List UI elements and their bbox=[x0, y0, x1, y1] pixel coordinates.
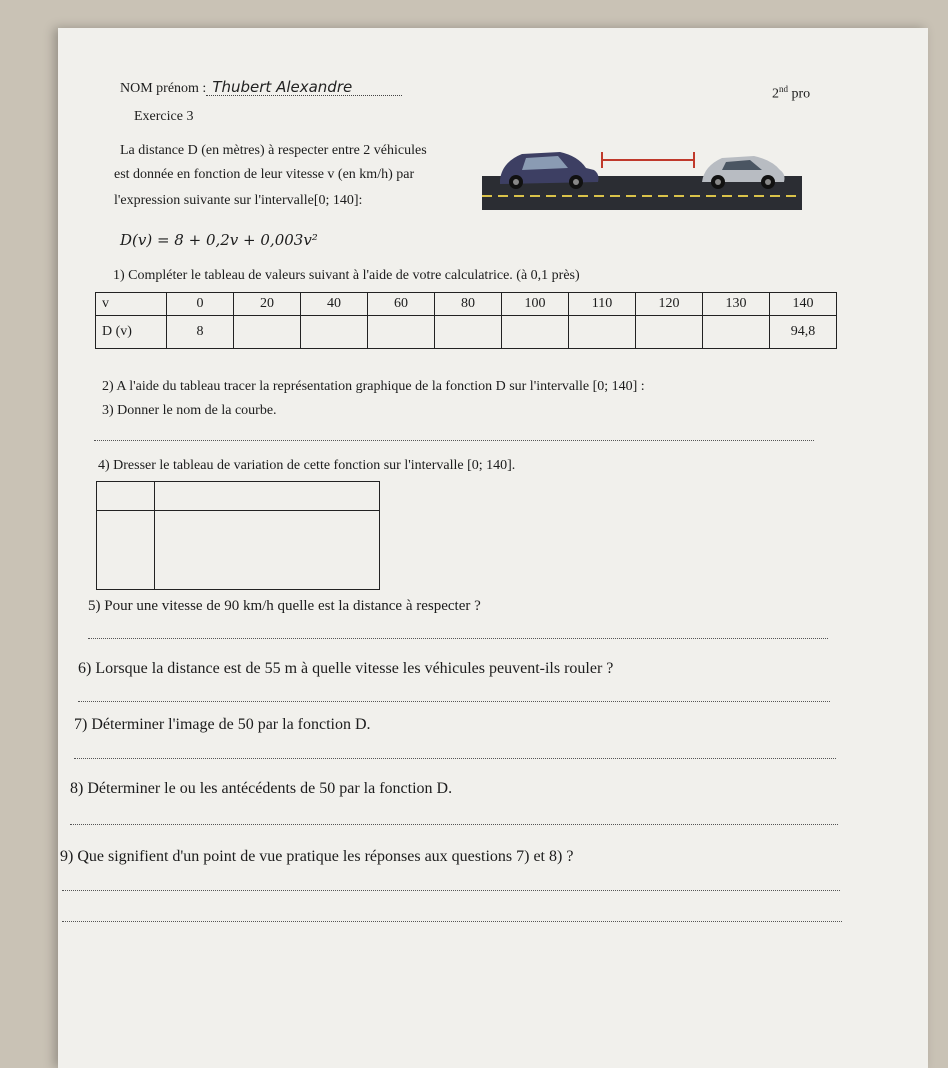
table-cell-input[interactable] bbox=[502, 316, 569, 349]
variation-table-divider-h bbox=[97, 510, 379, 511]
table-cell: 110 bbox=[569, 293, 636, 316]
question-8: 8) Déterminer le ou les antécédents de 50 par la fonction D. bbox=[70, 780, 453, 797]
two-cars-on-road-icon bbox=[482, 144, 802, 212]
table-header-d: D (v) bbox=[96, 316, 167, 349]
table-cell: 0 bbox=[167, 293, 234, 316]
table-cell: 100 bbox=[502, 293, 569, 316]
question-2: 2) A l'aide du tableau tracer la représentation graphique de la fonction D sur l'intervalle [0; 140] : bbox=[102, 379, 645, 394]
question-9: 9) Que signifient d'un point de vue pratique les réponses aux questions 7) et 8) ? bbox=[60, 848, 574, 865]
table-cell: 130 bbox=[703, 293, 770, 316]
class-number: 2 bbox=[772, 86, 779, 102]
question-4: 4) Dresser le tableau de variation de cette fonction sur l'intervalle [0; 140]. bbox=[98, 458, 516, 473]
table-cell-input[interactable] bbox=[301, 316, 368, 349]
intro-line-3: l'expression suivante sur l'intervalle[0; 140]: bbox=[114, 193, 363, 208]
question-3: 3) Donner le nom de la courbe. bbox=[102, 403, 277, 418]
table-cell: 80 bbox=[435, 293, 502, 316]
table-cell-input[interactable] bbox=[368, 316, 435, 349]
student-name: Thubert Alexandre bbox=[212, 78, 353, 96]
table-cell: 20 bbox=[234, 293, 301, 316]
table-cell-input[interactable] bbox=[636, 316, 703, 349]
table-cell: 60 bbox=[368, 293, 435, 316]
question-1: 1) Compléter le tableau de valeurs suivant à l'aide de votre calculatrice. (à 0,1 près) bbox=[113, 268, 580, 283]
variation-table[interactable] bbox=[96, 481, 380, 590]
answer-line-9b[interactable] bbox=[62, 921, 842, 922]
table-cell: 140 bbox=[770, 293, 837, 316]
class-suffix: pro bbox=[791, 86, 811, 102]
question-6: 6) Lorsque la distance est de 55 m à quelle vitesse les véhicules peuvent-ils rouler ? bbox=[78, 660, 614, 677]
answer-line-8[interactable] bbox=[70, 824, 838, 825]
worksheet-page bbox=[58, 28, 928, 1068]
answer-line-3[interactable] bbox=[94, 440, 814, 441]
answer-line-5[interactable] bbox=[88, 638, 828, 639]
intro-line-1: La distance D (en mètres) à respecter entre 2 véhicules bbox=[120, 143, 427, 158]
name-line bbox=[120, 78, 402, 98]
table-cell-input[interactable] bbox=[435, 316, 502, 349]
table-row-v bbox=[96, 293, 837, 316]
table-cell-input[interactable] bbox=[703, 316, 770, 349]
table-cell: 94,8 bbox=[770, 316, 837, 349]
table-header-v: v bbox=[96, 293, 167, 316]
class-label bbox=[772, 84, 810, 103]
table-cell: 8 bbox=[167, 316, 234, 349]
exercise-title: Exercice 3 bbox=[134, 109, 194, 124]
class-sup: nd bbox=[779, 84, 788, 94]
answer-line-7[interactable] bbox=[74, 758, 836, 759]
table-row-d bbox=[96, 316, 837, 349]
table-cell-input[interactable] bbox=[569, 316, 636, 349]
answer-line-6[interactable] bbox=[78, 701, 830, 702]
intro-line-2: est donnée en fonction de leur vitesse v (en km/h) par bbox=[114, 167, 415, 182]
name-label: NOM prénom : bbox=[120, 81, 207, 96]
variation-table-divider-v bbox=[154, 482, 155, 589]
question-7: 7) Déterminer l'image de 50 par la fonction D. bbox=[74, 716, 371, 733]
table-cell: 120 bbox=[636, 293, 703, 316]
answer-line-9a[interactable] bbox=[62, 890, 840, 891]
question-5: 5) Pour une vitesse de 90 km/h quelle est la distance à respecter ? bbox=[88, 598, 481, 614]
table-cell-input[interactable] bbox=[234, 316, 301, 349]
formula: D(v) = 8 + 0,2v + 0,003v² bbox=[120, 231, 318, 249]
values-table bbox=[95, 292, 837, 349]
table-cell: 40 bbox=[301, 293, 368, 316]
